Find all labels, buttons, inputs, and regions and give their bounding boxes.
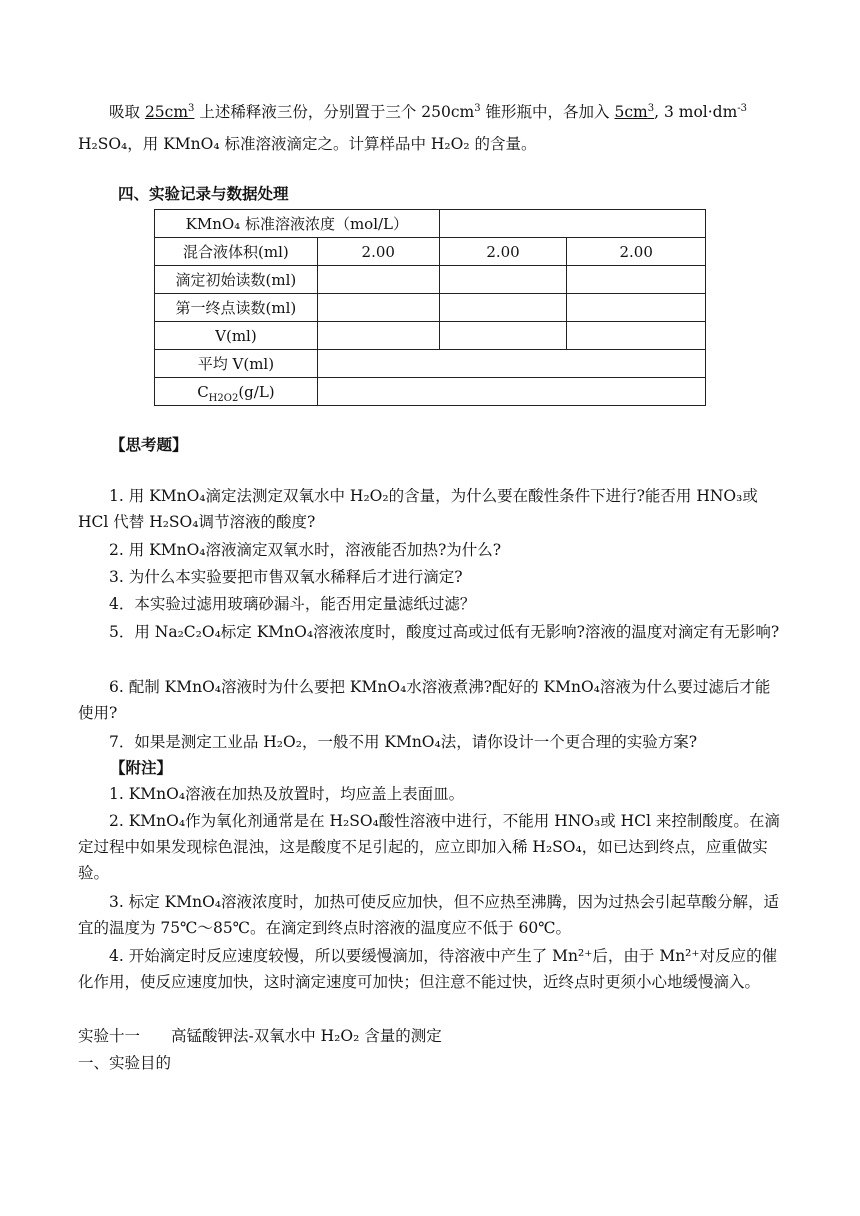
table-cell — [317, 266, 439, 294]
table-row — [155, 350, 706, 378]
volume-5cm3: $5cm^3$ — [614, 102, 655, 121]
table-row — [155, 210, 706, 238]
table-cell — [567, 322, 706, 350]
table-row — [155, 322, 706, 350]
data-table — [154, 209, 706, 406]
table-cell — [439, 266, 567, 294]
table-cell — [317, 294, 439, 322]
intro-text-2: 上述稀释液三份，分别置于三个 250cm — [194, 103, 475, 121]
question-3: 3. 为什么本实验要把市售双氧水稀释后才进行滴定? — [109, 568, 463, 586]
table-cell: 滴定初始读数(ml) — [155, 266, 318, 294]
section-4-title: 四、实验记录与数据处理 — [118, 184, 289, 203]
table-row — [155, 266, 706, 294]
table-cell: 平均 V(ml) — [155, 350, 318, 378]
table-cell: $C_{H2O2}(g/L)$ — [155, 378, 318, 406]
table-cell: V(ml) — [155, 322, 318, 350]
table-cell: 2.00 — [317, 238, 439, 266]
intro-line-2: H₂SO₄，用 KMnO₄ 标准溶液滴定之。计算样品中 H₂O₂ 的含量。 — [78, 135, 537, 153]
table-row — [155, 238, 706, 266]
question-2: 2. 用 KMnO₄溶液滴定双氧水时，溶液能否加热?为什么? — [109, 541, 502, 559]
volume-25cm3: $25cm^3$ — [144, 102, 195, 121]
question-7: 7．如果是测定工业品 H₂O₂，一般不用 KMnO₄法，请你设计一个更合理的实验方案? — [109, 733, 698, 751]
table-cell — [567, 294, 706, 322]
intro-text-1: 吸取 — [109, 103, 145, 121]
next-experiment-title: 实验十一 高锰酸钾法-双氧水中 H₂O₂ 含量的测定 — [78, 1027, 442, 1045]
table-cell — [317, 378, 705, 406]
intro-text-3: 锥形瓶中，各加入 — [480, 103, 615, 121]
questions-title: 【思考题】 — [110, 435, 188, 454]
note-1: 1. KMnO₄溶液在加热及放置时，均应盖上表面皿。 — [109, 785, 465, 803]
question-6: 6. 配制 KMnO₄溶液时为什么要把 KMnO₄水溶液煮沸?配好的 KMnO₄溶液为什么要过滤后才能使用? — [78, 678, 771, 722]
question-1: 1. 用 KMnO₄滴定法测定双氧水中 H₂O₂的含量，为什么要在酸性条件下进行?能否用 HNO₃或 HCl 代替 H₂SO₄调节溶液的酸度? — [78, 487, 758, 531]
table-cell — [567, 266, 706, 294]
table-cell — [439, 210, 705, 238]
table-cell — [317, 350, 705, 378]
note-4: 4. 开始滴定时反应速度较慢，所以要缓慢滴加，待溶液中产生了 Mn²⁺后，由于 Mn²⁺对反应的催化作用，使反应速度加快，这时滴定速度可加快；但注意不能过快，近终点时更须小心地缓慢滴入。 — [78, 947, 778, 991]
table-cell: 混合液体积(ml) — [155, 238, 318, 266]
table-cell — [317, 322, 439, 350]
table-cell — [439, 322, 567, 350]
note-2: 2. KMnO₄作为氧化剂通常是在 H₂SO₄酸性溶液中进行，不能用 HNO₃或 HCl 来控制酸度。在滴定过程中如果发现棕色混浊，这是酸度不足引起的，应立即加入稀 H₂SO₄，如已达到终点，应重做实验。 — [78, 812, 780, 882]
table-row — [155, 378, 706, 406]
question-4: 4．本实验过滤用玻璃砂漏斗，能否用定量滤纸过滤？ — [109, 595, 476, 613]
note-3: 3. 标定 KMnO₄溶液浓度时，加热可使反应加快，但不应热至沸腾，因为过热会引起草酸分解，适宜的温度为 75℃～85℃。在滴定到终点时溶液的温度应不低于 60℃。 — [78, 893, 779, 937]
table-cell: 2.00 — [567, 238, 706, 266]
table-cell — [439, 294, 567, 322]
table-cell: 第一终点读数(ml) — [155, 294, 318, 322]
intro-paragraph: 吸取 $25cm^3$ 上述稀释液三份，分别置于三个 $250cm^3$ 锥形瓶中，各加入 $5cm^3$, 3 $mol\cdot dm^{-3}$ — [109, 102, 748, 121]
next-section-title: 一、实验目的 — [78, 1054, 172, 1072]
table-row — [155, 294, 706, 322]
table-cell: KMnO₄ 标准溶液浓度（mol/L） — [155, 210, 440, 238]
table-cell: 2.00 — [439, 238, 567, 266]
intro-text-4: , 3 mol·dm — [654, 103, 738, 121]
notes-title: 【附注】 — [110, 758, 173, 777]
question-5: 5．用 Na₂C₂O₄标定 KMnO₄溶液浓度时，酸度过高或过低有无影响?溶液的温度对滴定有无影响? — [109, 623, 780, 641]
